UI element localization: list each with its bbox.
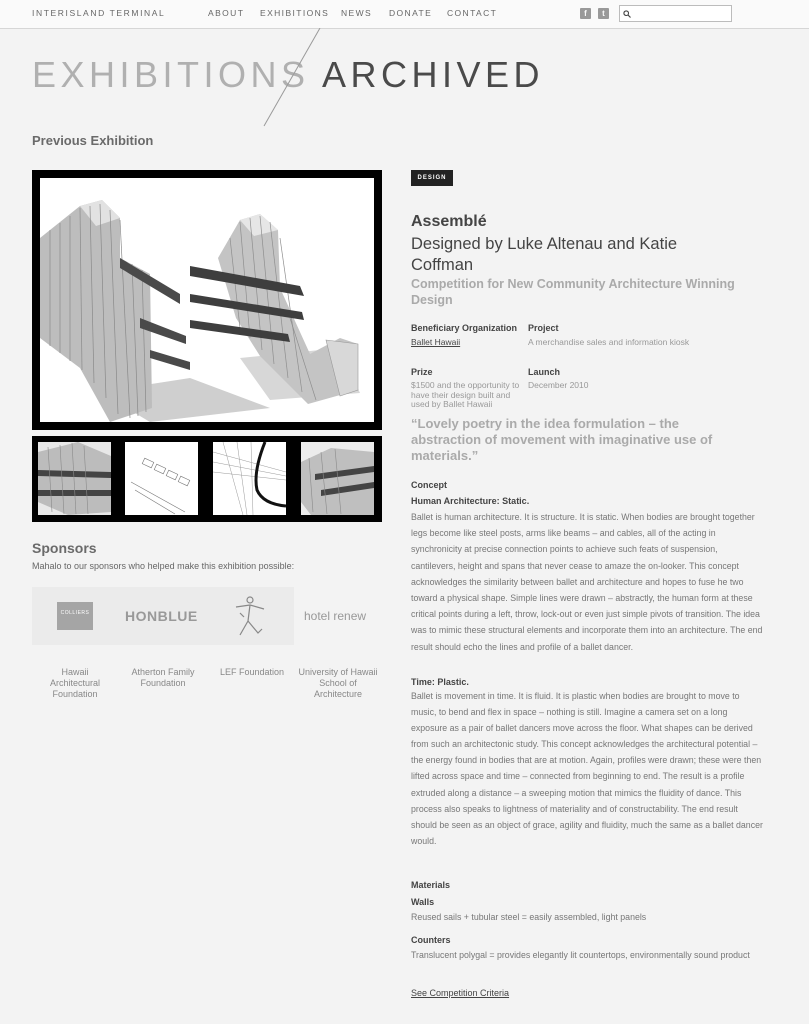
site-logo[interactable]: INTERISLAND TERMINAL — [32, 8, 166, 18]
section-heading: Previous Exhibition — [32, 133, 154, 148]
concept-subheading: Human Architecture: Static. — [411, 496, 530, 506]
lef-logo[interactable] — [232, 595, 268, 644]
sponsors-subtitle: Mahalo to our sponsors who helped make this exhibition possible: — [32, 561, 295, 571]
competition-name: Competition for New Community Architecture Winning Design — [411, 277, 735, 307]
sponsor-logos — [32, 587, 367, 645]
nav-about[interactable]: ABOUT — [208, 8, 245, 18]
prize-value: $1500 and the opportunity to have their design built and used by Ballet Hawaii — [411, 380, 520, 409]
walls-label: Walls — [411, 897, 435, 907]
sponsor-name: University of Hawaii School of Architecture — [298, 667, 378, 699]
project-value: A merchandise sales and information kiosk — [528, 337, 690, 347]
thumbnail-3[interactable] — [213, 442, 286, 515]
project-label: Project — [528, 323, 559, 333]
hotel-renew-logo[interactable]: hotel renew — [304, 609, 367, 623]
nav-exhibitions[interactable]: EXHIBITIONS — [260, 8, 330, 18]
counters-label: Counters — [411, 935, 451, 945]
counters-text: Translucent polygal = provides elegantly lit countertops, environmentally sound product — [411, 950, 750, 960]
colliers-logo[interactable]: COLLIERS — [57, 602, 93, 630]
nav-contact[interactable]: CONTACT — [447, 8, 498, 18]
nav-donate[interactable]: DONATE — [389, 8, 433, 18]
sponsor-name: LEF Foundation — [219, 667, 285, 677]
hero-exhibitions: EXHIBITIONS — [32, 54, 310, 95]
time-text: Ballet is movement in time. It is fluid. It is plastic when bodies are brought to move to music, to bend and flex in space – nothing is still. Imagine a camera set on a long exposure as a pair of ballet dancers move across the floor. What shapes can be derived from such an architectonic study. This concept acknowledges the architectural potential – the energy found in bodies that are at motion. Again, profiles were drawn; these were then lifted across space and time – connected from beginning to end. The result is a profile extruded along a distance – a sweeping motion that mimics the fluidity of dance. This process also speaks to lightness of materiality and of constructability. The end result should be seen as an object of grace, agility and fluidity, much the same as a ballet dancer would. — [411, 691, 763, 846]
walls-text: Reused sails + tubular steel = easily assembled, light panels — [411, 912, 647, 922]
hero-divider — [262, 28, 322, 128]
concept-text: Ballet is human architecture. It is structure. It is static. When bodies are brought together legs become like steel posts, arms like beams – and cables, all of the acting in synchronicity at precise connection points to achieve such feats of suspension, cantilevers, height and spans that never cease to amaze the on-looker. This concept acknowledges the similarity between ballet and architecture and hopes to fuse he two toward a physical shape. Simple lines were drawn – abstractly, the human form at these critical points during a left, throw, lock-out or even just simple pivots of transition. The idea was to mimic these structural elements and incorporate them into an architecture. The end result should echo the lines and profile of a ballet dancer. — [411, 512, 763, 652]
sponsors-heading: Sponsors — [32, 540, 97, 556]
thumbnail-4[interactable] — [301, 442, 374, 515]
exhibit-render — [40, 178, 374, 422]
beneficiary-label: Beneficiary Organization — [411, 323, 518, 333]
thumbnail-strip — [32, 436, 382, 522]
nav-news[interactable]: NEWS — [341, 8, 373, 18]
sponsor-name: Atherton Family Foundation — [131, 667, 195, 688]
search-icon — [623, 10, 631, 18]
hero-archived: ARCHIVED — [322, 54, 545, 95]
exhibit-designers: Designed by Luke Altenau and Katie Coffman — [411, 235, 678, 274]
twitter-icon[interactable]: t — [598, 8, 609, 19]
honblue-logo[interactable]: HONBLUE — [125, 608, 198, 624]
materials-label: Materials — [411, 880, 451, 890]
facebook-icon[interactable]: f — [580, 8, 591, 19]
prize-label: Prize — [411, 367, 433, 377]
concept-label: Concept — [411, 480, 447, 490]
category-badge[interactable]: DESIGN — [411, 170, 453, 186]
exhibit-title: Assemblé — [411, 213, 487, 230]
launch-label: Launch — [528, 367, 561, 377]
exhibit-main-image — [32, 170, 382, 430]
competition-criteria-link[interactable]: See Competition Criteria — [411, 988, 510, 998]
search-box[interactable] — [619, 5, 732, 22]
thumbnail-2[interactable] — [125, 442, 198, 515]
search-input[interactable] — [634, 7, 728, 20]
top-nav-bar — [0, 0, 809, 29]
sponsor-name: Hawaii Architectural Foundation — [49, 667, 101, 699]
thumbnail-1[interactable] — [38, 442, 111, 515]
jury-quote: “Lovely poetry in the idea formulation – the abstraction of movement with imaginative use of materials.” — [411, 416, 713, 463]
launch-value: December 2010 — [528, 380, 589, 390]
beneficiary-value — [411, 338, 526, 348]
beneficiary-link[interactable]: Ballet Hawaii — [411, 337, 461, 347]
time-label: Time: Plastic. — [411, 677, 469, 687]
